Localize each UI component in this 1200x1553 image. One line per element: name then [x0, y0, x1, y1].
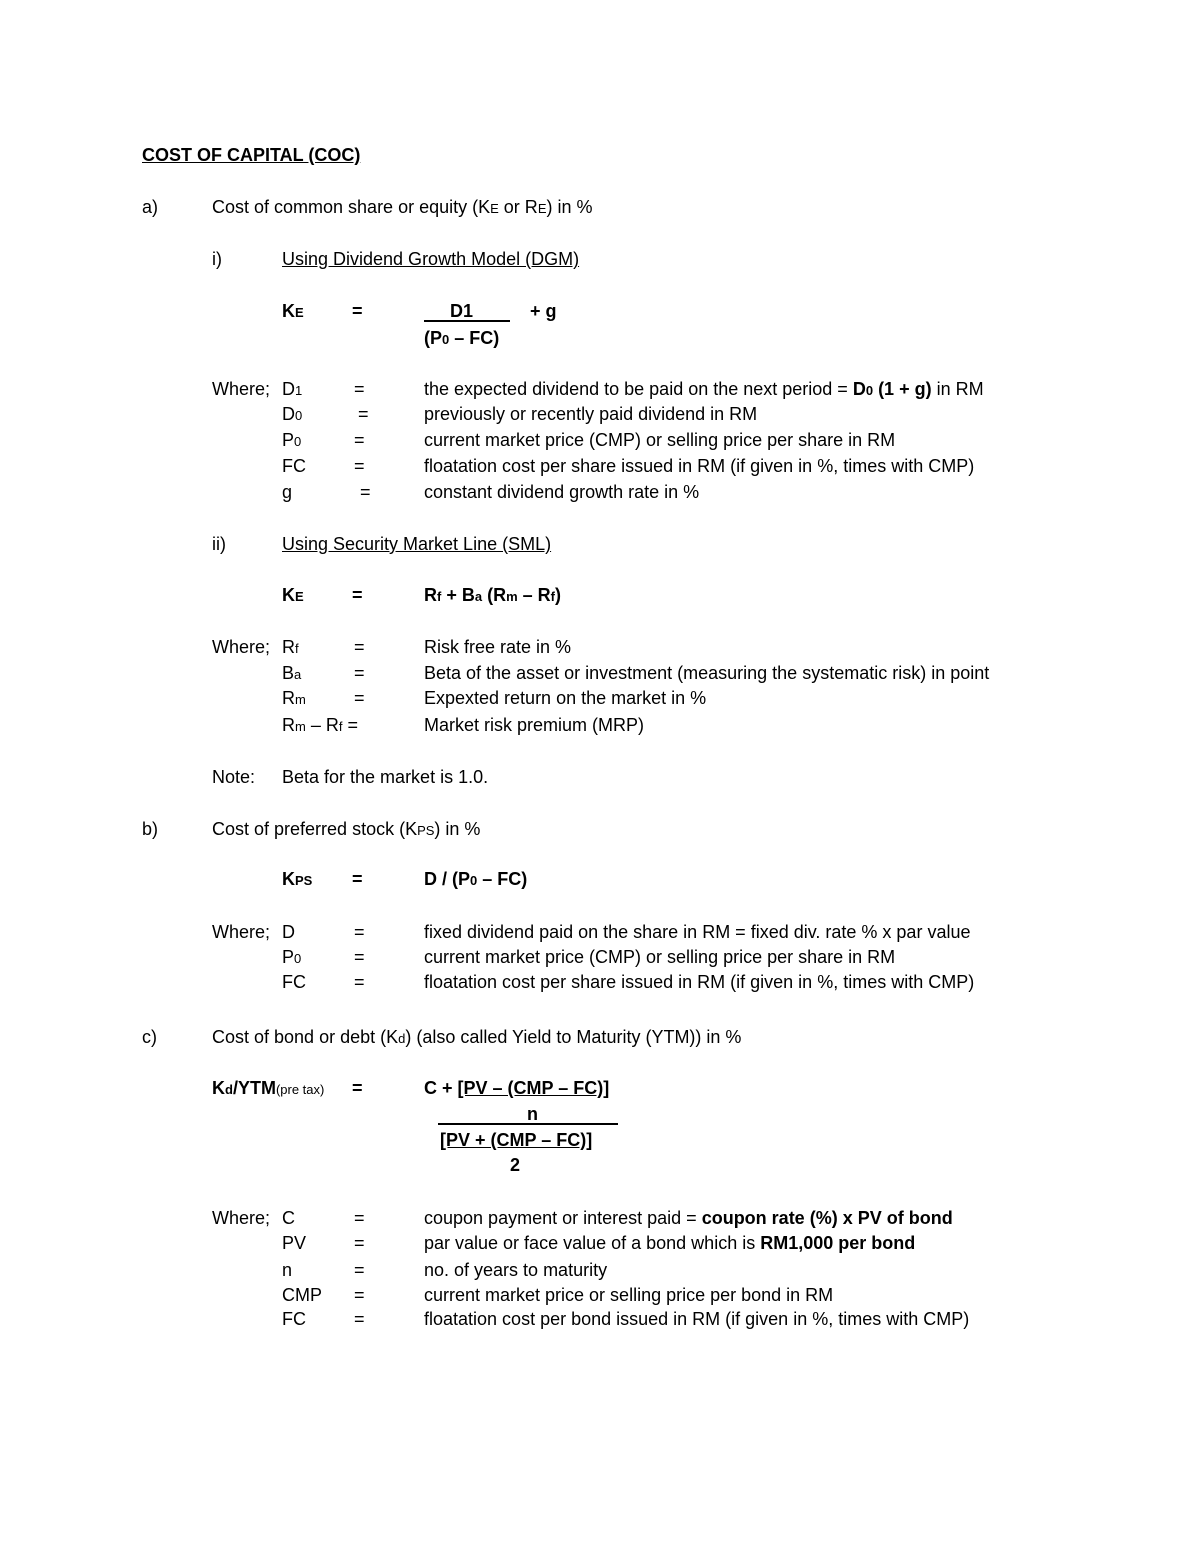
kps-def-symbol: D [282, 922, 295, 942]
dgm-def-symbol: D1 [282, 379, 303, 399]
kps-formula: D / (P0 – FC) [424, 869, 528, 889]
dgm-def-equals: = [358, 404, 369, 424]
dgm-def-symbol: D0 [282, 404, 303, 424]
page-title: COST OF CAPITAL (COC) [142, 145, 361, 165]
section-a-heading: Cost of common share or equity (KE or RE) in % [212, 197, 593, 217]
kd-def-symbol: PV [282, 1233, 307, 1253]
kps-def-equals: = [354, 972, 365, 992]
dgm-def-description: previously or recently paid dividend in RM [424, 404, 758, 424]
dgm-lhs: KE [282, 301, 304, 321]
section-b-marker: b) [142, 819, 159, 839]
sml-lhs: KE [282, 585, 304, 605]
dgm-def-equals: = [354, 456, 365, 476]
dgm-def-symbol: g [282, 482, 293, 502]
mrp-symbol: Rm – Rf = [282, 715, 358, 735]
kd-def-symbol: C [282, 1208, 295, 1228]
dgm-def-description: the expected dividend to be paid on the next period = D0 (1 + g) in RM [424, 379, 984, 399]
dgm-def-description: floatation cost per share issued in RM (if given in %, times with CMP) [424, 456, 975, 476]
section-a-marker: a) [142, 197, 159, 217]
kd-n: n [527, 1104, 538, 1124]
dgm-plus-g: + g [530, 301, 557, 321]
kps-def-description: current market price (CMP) or selling price per share in RM [424, 947, 896, 967]
sml-def-symbol: Rf [282, 637, 299, 657]
section-c-heading: Cost of bond or debt (Kd) (also called Yield to Maturity (YTM)) in % [212, 1027, 742, 1047]
kd-def-equals: = [354, 1309, 365, 1329]
kps-def-equals: = [354, 947, 365, 967]
kd-def-equals: = [354, 1208, 365, 1228]
kd-fraction-bar [438, 1123, 618, 1125]
sml-def-symbol: Rm [282, 688, 306, 708]
dgm-def-description: constant dividend growth rate in % [424, 482, 700, 502]
kps-equals: = [352, 869, 363, 889]
sml-where-label: Where; [212, 637, 271, 657]
dgm-def-symbol: FC [282, 456, 306, 476]
section-b-heading: Cost of preferred stock (KPS) in % [212, 819, 481, 839]
kd-lhs: Kd/YTM(pre tax) [212, 1078, 325, 1098]
kps-def-description: fixed dividend paid on the share in RM = fixed div. rate % x par value [424, 922, 971, 942]
sml-def-description: Expexted return on the market in % [424, 688, 707, 708]
section-c-marker: c) [142, 1027, 157, 1047]
kd-equals: = [352, 1078, 363, 1098]
subsection-i-marker: i) [212, 249, 222, 269]
dgm-denominator: (P0 – FC) [424, 328, 500, 348]
kd-def-symbol: n [282, 1260, 293, 1280]
kd-numerator: C + [PV – (CMP – FC)] [424, 1078, 610, 1098]
kps-def-symbol: P0 [282, 947, 302, 967]
kd-def-description: par value or face value of a bond which is RM1,000 per bond [424, 1233, 916, 1253]
dgm-fraction-bar [424, 320, 510, 322]
subsection-ii-marker: ii) [212, 534, 226, 554]
sml-def-equals: = [354, 688, 365, 708]
kd-def-description: no. of years to maturity [424, 1260, 608, 1280]
kd-def-equals: = [354, 1260, 365, 1280]
kps-def-symbol: FC [282, 972, 306, 992]
sml-def-description: Risk free rate in % [424, 637, 572, 657]
kd-def-description: current market price or selling price per bond in RM [424, 1285, 834, 1305]
sml-def-equals: = [354, 663, 365, 683]
note-text: Beta for the market is 1.0. [282, 767, 489, 787]
sml-def-description: Beta of the asset or investment (measuring the systematic risk) in point [424, 663, 990, 683]
subsection-i-heading: Using Dividend Growth Model (DGM) [282, 249, 580, 269]
kd-def-equals: = [354, 1285, 365, 1305]
kps-lhs: KPS [282, 869, 313, 889]
dgm-def-equals: = [354, 379, 365, 399]
kd-denominator: [PV + (CMP – FC)] [440, 1130, 593, 1150]
sml-def-equals: = [354, 637, 365, 657]
dgm-where-label: Where; [212, 379, 271, 399]
kd-def-description: coupon payment or interest paid = coupon rate (%) x PV of bond [424, 1208, 953, 1228]
dgm-def-description: current market price (CMP) or selling price per share in RM [424, 430, 896, 450]
kps-where-label: Where; [212, 922, 271, 942]
dgm-def-symbol: P0 [282, 430, 302, 450]
dgm-numerator: D1 [450, 301, 474, 321]
kd-def-symbol: FC [282, 1309, 306, 1329]
kd-def-equals: = [354, 1233, 365, 1253]
kd-where-label: Where; [212, 1208, 271, 1228]
mrp-description: Market risk premium (MRP) [424, 715, 645, 735]
subsection-ii-heading: Using Security Market Line (SML) [282, 534, 552, 554]
dgm-def-equals: = [360, 482, 371, 502]
kd-def-description: floatation cost per bond issued in RM (if given in %, times with CMP) [424, 1309, 970, 1329]
kd-def-symbol: CMP [282, 1285, 322, 1305]
dgm-def-equals: = [354, 430, 365, 450]
note-label: Note: [212, 767, 256, 787]
kd-two: 2 [510, 1155, 521, 1175]
sml-def-symbol: Ba [282, 663, 302, 683]
sml-formula: Rf + Ba (Rm – Rf) [424, 585, 562, 605]
sml-equals: = [352, 585, 363, 605]
kps-def-equals: = [354, 922, 365, 942]
kps-def-description: floatation cost per share issued in RM (if given in %, times with CMP) [424, 972, 975, 992]
dgm-equals: = [352, 301, 363, 321]
